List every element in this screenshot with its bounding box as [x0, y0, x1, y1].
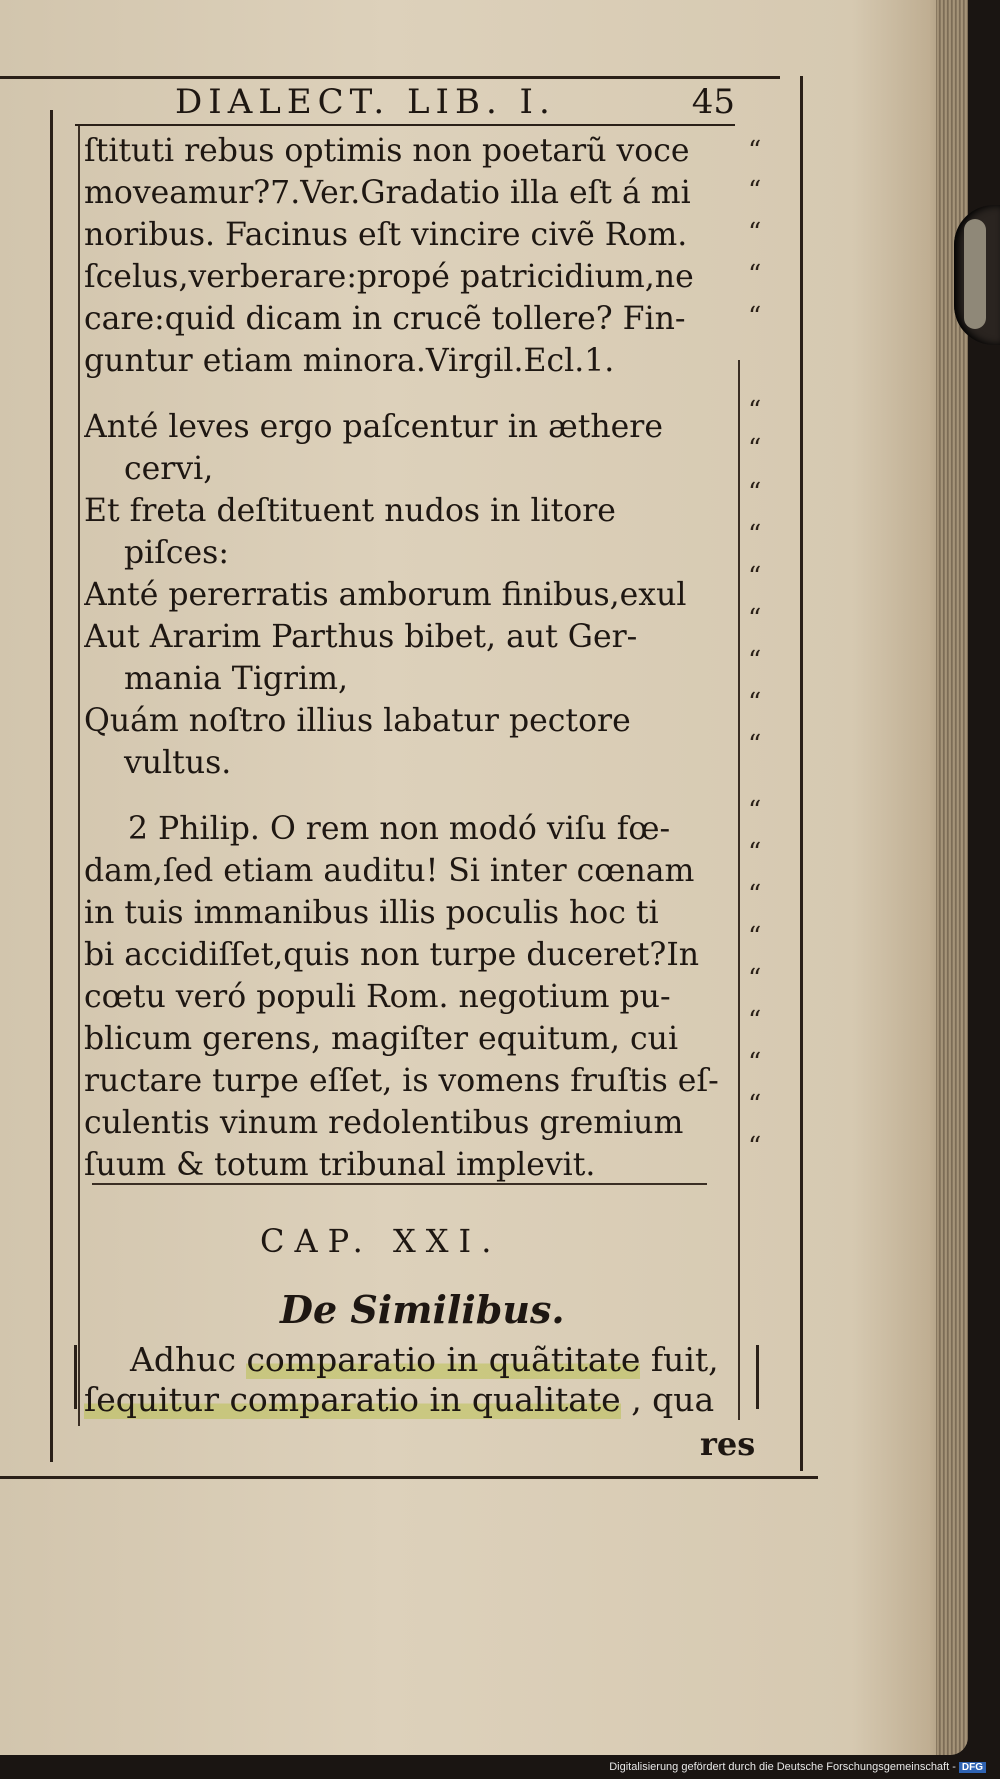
quote-mark: “ — [748, 646, 762, 676]
quote-mark: “ — [748, 260, 762, 290]
running-head-title: DIALECT. LIB. I. — [175, 82, 556, 122]
quote-mark: “ — [748, 218, 762, 248]
quote-mark: “ — [748, 434, 762, 464]
quote-mark: “ — [748, 964, 762, 994]
quote-mark: “ — [748, 604, 762, 634]
highlighted-text: comparatio in quãtitate — [246, 1340, 641, 1379]
quote-mark: “ — [748, 730, 762, 760]
quote-mark: “ — [748, 136, 762, 166]
quote-mark: “ — [748, 478, 762, 508]
verse-line: mania Tigrim, — [124, 661, 349, 697]
main-text — [84, 130, 734, 1186]
chapter-title: CAP. XXI. — [260, 1222, 502, 1260]
frame-inner-right-rule — [738, 360, 740, 1420]
quote-mark: “ — [748, 796, 762, 826]
text-line: care:quid dicam in crucẽ tollere? Fin- — [84, 301, 686, 337]
chapter-text-part: fuit, — [640, 1340, 719, 1379]
quote-mark: “ — [748, 838, 762, 868]
chapter-text-line-2 — [84, 1380, 744, 1419]
digitization-footer — [609, 1761, 986, 1773]
page-number: 45 — [691, 82, 735, 122]
quote-mark: “ — [748, 1048, 762, 1078]
text-line: ſtituti rebus optimis non poetarũ voce — [84, 133, 690, 169]
running-head — [175, 82, 735, 126]
text-line: ructare turpe eſſet, is vomens fruſtis eſ- — [84, 1063, 719, 1099]
quote-mark: “ — [748, 562, 762, 592]
bottom-rule — [0, 1476, 818, 1479]
text-line: 2 Philip. O rem non modó viſu fœ- — [128, 811, 671, 847]
verse-line: vultus. — [124, 745, 232, 781]
text-line: noribus. Facinus eſt vincire civẽ Rom. — [84, 217, 688, 253]
dfg-logo: DFG — [959, 1762, 986, 1773]
margin-bar-left — [74, 1345, 77, 1409]
quote-mark: “ — [748, 302, 762, 332]
text-line: culentis vinum redolentibus gremium — [84, 1105, 684, 1141]
catchword: res — [700, 1425, 756, 1463]
text-line: dam,ſed etiam auditu! Si inter cœnam — [84, 853, 695, 889]
book-clasp — [954, 205, 1000, 345]
verse-line: cervi, — [124, 451, 214, 487]
quote-mark: “ — [748, 880, 762, 910]
verse-line: Et freta deſtituent nudos in litore — [84, 493, 616, 529]
verse-line: piſces: — [124, 535, 229, 571]
highlighted-text: ſequitur comparatio in qualitate — [84, 1380, 621, 1419]
footer-text: Digitalisierung gefördert durch die Deutsche Forschungsgemeinschaft - — [609, 1761, 956, 1773]
frame-right-rule — [800, 76, 803, 1471]
text-line: bi accidiſſet,quis non turpe duceret?In — [84, 937, 700, 973]
verse-line: Quám noſtro illius labatur pectore — [84, 703, 631, 739]
quote-mark: “ — [748, 396, 762, 426]
quote-mark: “ — [748, 520, 762, 550]
frame-inner-left-rule — [78, 126, 80, 1426]
verse-line: Anté leves ergo paſcentur in æthere — [84, 409, 663, 445]
text-line: cœtu veró populi Rom. negotium pu- — [84, 979, 671, 1015]
text-line: in tuis immanibus illis poculis hoc ti — [84, 895, 659, 931]
chapter-text-part: Adhuc — [130, 1340, 247, 1379]
quote-mark: “ — [748, 1132, 762, 1162]
quote-mark: “ — [748, 1006, 762, 1036]
quote-mark: “ — [748, 1090, 762, 1120]
text-line: guntur etiam minora.Virgil.Ecl.1. — [84, 343, 615, 379]
frame-left-rule — [50, 110, 53, 1462]
quote-mark: “ — [748, 688, 762, 718]
top-rule — [0, 76, 780, 79]
chapter-text-line-1 — [130, 1340, 790, 1379]
verse-line: Anté pererratis amborum finibus,exul — [84, 577, 687, 613]
text-line: blicum gerens, magiſter equitum, cui — [84, 1021, 679, 1057]
text-line: moveamur?7.Ver.Gradatio illa eſt á mi — [84, 175, 691, 211]
text-line: ſcelus,verberare:propé patricidium,ne — [84, 259, 694, 295]
quote-mark: “ — [748, 176, 762, 206]
verse-line: Aut Ararim Parthus bibet, aut Ger- — [84, 619, 638, 655]
text-line: ſuum & totum tribunal implevit. — [84, 1147, 596, 1183]
chapter-text-part: , qua — [620, 1380, 715, 1419]
quote-mark: “ — [748, 922, 762, 952]
chapter-subtitle: De Similibus. — [280, 1287, 565, 1332]
